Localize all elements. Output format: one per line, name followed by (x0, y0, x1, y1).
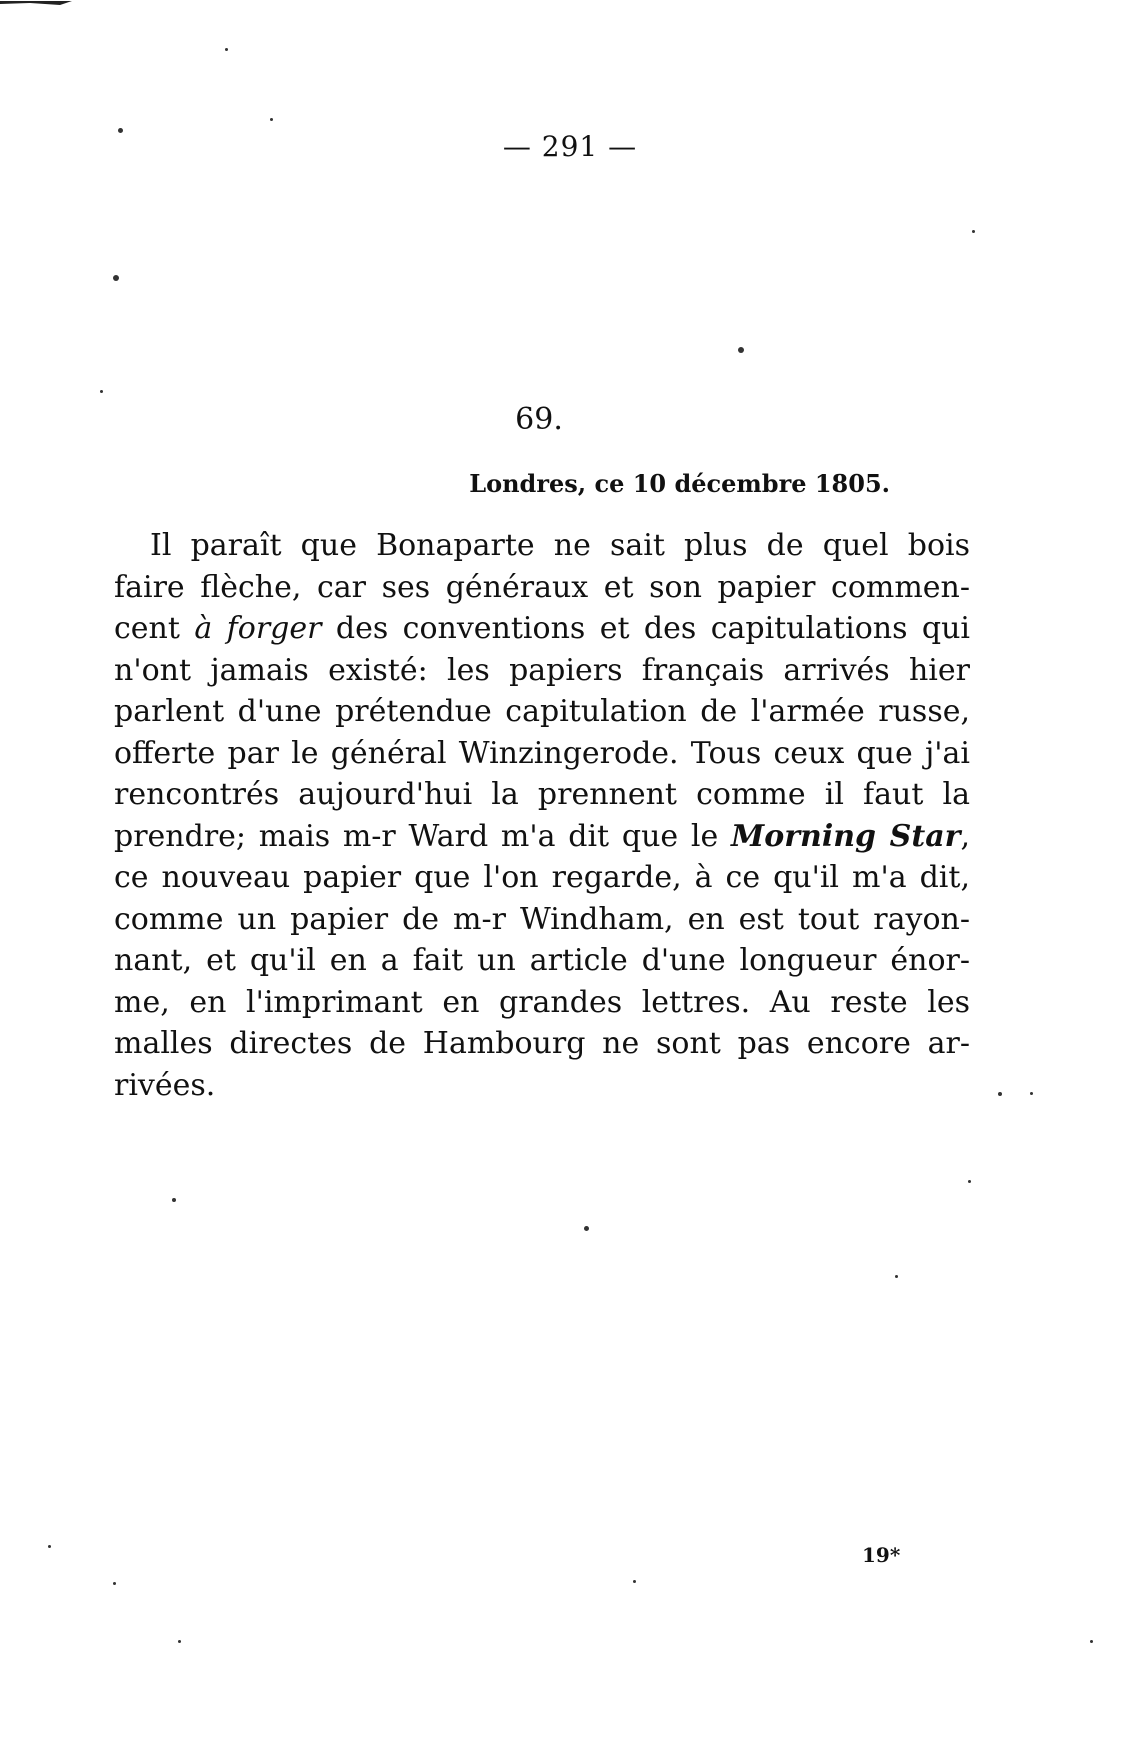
newspaper-title: Morning Star (731, 818, 961, 854)
body-line: faire flèche, car ses généraux et son papier commen- (114, 569, 970, 605)
scan-speck (113, 275, 119, 281)
scan-speck (172, 1198, 176, 1202)
scan-speck (113, 1582, 116, 1585)
scan-speck (178, 1640, 181, 1643)
scan-speck (895, 1275, 898, 1278)
body-line: cent à forger des conventions et des capitulations qui (114, 611, 971, 646)
letter-body (114, 525, 970, 1106)
scan-speck (972, 230, 975, 233)
body-line: Il paraît que Bonaparte ne sait plus de quel bois (150, 528, 970, 563)
body-line: malles directes de Hambourg ne sont pas encore ar- (114, 1026, 970, 1061)
letter-number: 69. (515, 402, 563, 437)
body-line: me, en l'imprimant en grandes lettres. Au reste les (114, 984, 970, 1020)
scan-speck (633, 1580, 636, 1583)
scan-speck (48, 1545, 51, 1548)
body-line: rencontrés aujourd'hui la prennent comme il faut la (114, 777, 970, 812)
scan-speck (1090, 1640, 1093, 1643)
scan-corner-mark (0, 0, 72, 8)
body-line: n'ont jamais existé: les papiers français arrivés hier (114, 652, 970, 688)
scan-speck (998, 1092, 1002, 1096)
body-line: rivées. (114, 1067, 216, 1103)
signature-mark: 19* (862, 1543, 901, 1567)
body-line: prendre; mais m-r Ward m'a dit que le Morning Star, (114, 818, 970, 854)
letter-dateline: Londres, ce 10 décembre 1805. (469, 469, 890, 498)
body-line: offerte par le général Winzingerode. Tous ceux que j'ai (114, 735, 970, 771)
body-line: comme un papier de m-r Windham, en est tout rayon- (114, 901, 970, 937)
scan-speck (584, 1226, 589, 1231)
scan-speck (1030, 1092, 1033, 1095)
body-line: parlent d'une prétendue capitulation de l'armée russe, (114, 694, 970, 729)
scan-speck (738, 347, 744, 353)
scan-speck (968, 1180, 971, 1183)
body-line: nant, et qu'il en a fait un article d'une longueur énor- (114, 943, 970, 978)
scan-speck (225, 48, 228, 51)
scan-speck (118, 128, 123, 133)
body-line: ce nouveau papier que l'on regarde, à ce qu'il m'a dit, (114, 860, 970, 895)
page-number: — 291 — (502, 130, 638, 163)
scan-speck (270, 118, 273, 121)
italic-phrase: à forger (194, 611, 322, 646)
scan-speck (100, 390, 103, 393)
